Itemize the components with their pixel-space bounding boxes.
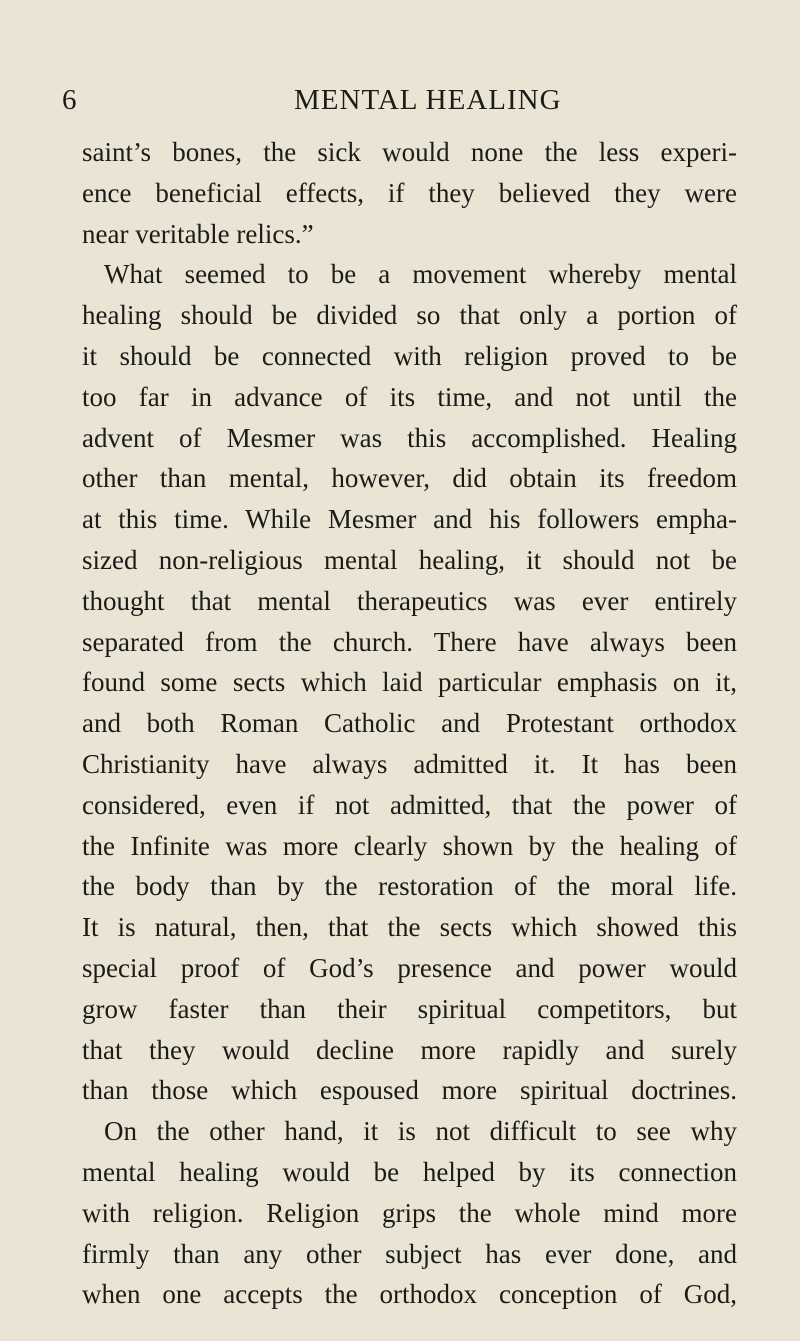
- text-line: Christianity have always admitted it. It has been: [82, 748, 737, 779]
- text-line: separated from the church. There have always been: [82, 626, 737, 657]
- text-line: saint’s bones, the sick would none the less experi-: [82, 137, 737, 167]
- text-line: special proof of God’s presence and power would: [82, 952, 737, 983]
- text-line: mental healing would be helped by its connection: [82, 1156, 737, 1187]
- text-line: ence beneficial effects, if they believed they were: [82, 177, 737, 208]
- text-line: It is natural, then, that the sects which showed this: [82, 912, 737, 943]
- text-line: at this time. While Mesmer and his followers empha-: [82, 504, 737, 535]
- text-line: healing should be divided so that only a portion of: [82, 300, 737, 331]
- text-line: On the other hand, it is not difficult to see why: [104, 1116, 737, 1147]
- text-line: sized non-religious mental healing, it should not be: [82, 544, 737, 575]
- text-line: the body than by the restoration of the moral life.: [82, 871, 737, 902]
- text-line: than those which espoused more spiritual doctrines.: [82, 1075, 737, 1106]
- text-line: with religion. Religion grips the whole mind more: [82, 1197, 737, 1228]
- body-text: [82, 132, 737, 1315]
- text-line: advent of Mesmer was this accomplished. Healing: [82, 422, 737, 453]
- page-number: 6: [62, 84, 77, 116]
- text-line: and both Roman Catholic and Protestant orthodox: [82, 708, 737, 739]
- text-line: that they would decline more rapidly and surely: [82, 1034, 737, 1065]
- text-line: it should be connected with religion proved to be: [82, 340, 737, 371]
- running-head-title: MENTAL HEALING: [294, 84, 562, 116]
- text-line: when one accepts the orthodox conception of God,: [82, 1279, 737, 1310]
- text-line: near veritable relics.”: [82, 218, 314, 249]
- text-line: other than mental, however, did obtain its freedom: [82, 463, 737, 494]
- text-line: firmly than any other subject has ever done, and: [82, 1238, 737, 1269]
- text-line: thought that mental therapeutics was ever entirely: [82, 585, 737, 616]
- text-line: the Infinite was more clearly shown by the healing of: [82, 830, 737, 861]
- text-line: What seemed to be a movement whereby mental: [104, 259, 737, 290]
- text-line: too far in advance of its time, and not until the: [82, 381, 737, 412]
- running-head: [62, 84, 742, 124]
- text-line: found some sects which laid particular emphasis on it,: [82, 667, 737, 698]
- text-line: grow faster than their spiritual competitors, but: [82, 993, 737, 1024]
- text-line: considered, even if not admitted, that the power of: [82, 789, 737, 820]
